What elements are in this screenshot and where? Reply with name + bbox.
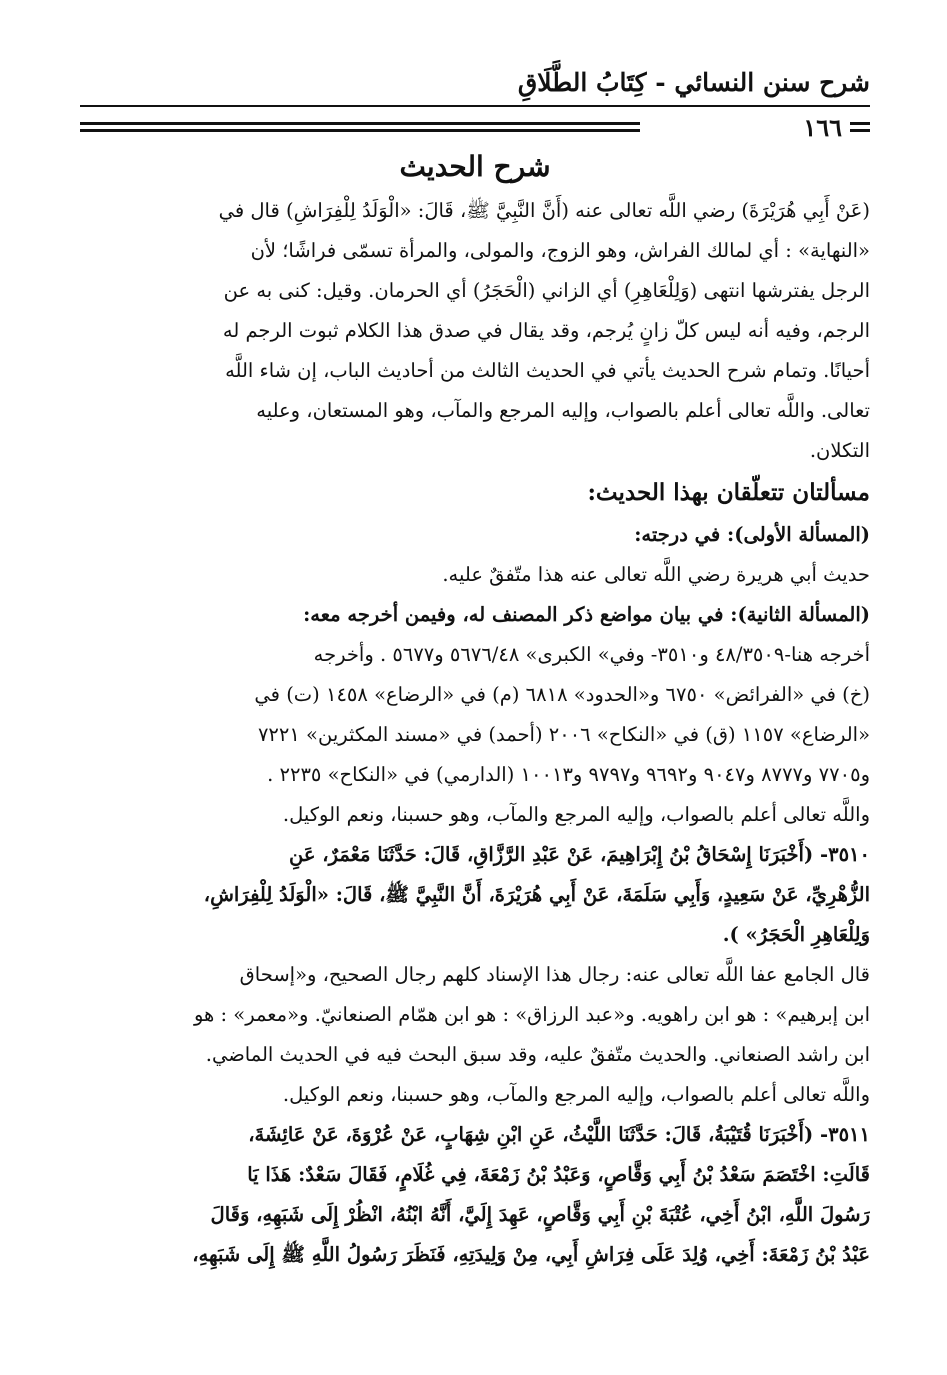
text-line: عَبْدُ بْنُ زَمْعَةَ: أَخِي، وُلِدَ عَلَى فِرَاشِ أَبِي، مِنْ وَلِيدَتِهِ، فَنَظَرَ رَسُولُ اللَّهِ ﷺ إِلَى شَبَهِهِ، [192,1243,870,1266]
text-line: أخرجه هنا-٤٨/٣٥٠٩ و٣٥١٠- وفي» الكبرى» ٥٦٧٦/٤٨ و٥٦٧٧ . وأخرجه [313,643,870,666]
text-line: الزُّهْرِيِّ، عَنْ سَعِيدٍ، وَأَبِي سَلَمَةَ، عَنْ أَبِي هُرَيْرَةَ، أَنَّ النَّبِيَّ ﷺ، قَالَ: «الْوَلَدُ لِلْفِرَاشِ، [203,883,870,906]
text-line: تعالى. واللَّه تعالى أعلم بالصواب، وإليه المرجع والمآب، وهو المستعان، وعليه [256,399,870,422]
header-rule [80,105,870,107]
header-double-rule-left-2 [80,129,640,132]
text-line: و٧٧٠٥ و٨٧٧٧ و٩٠٤٧ و٩٦٩٢ و٩٧٩٧ و١٠٠١٣ (الدارمي) في «النكاح» ٢٢٣٥ . [267,763,870,786]
compiler-note-paragraph [80,955,870,1115]
text-line: التكلان. [809,439,870,462]
text-line: ابن إبرهيم» : هو ابن راهويه. و«عبد الرزاق» : هو ابن همّام الصنعانيّ. و«معمر» : هو [193,1003,870,1026]
page-number: ١٦٦ [795,113,850,142]
text-line: ابن راشد الصنعاني. والحديث متّفقٌ عليه، وقد سبق البحث فيه في الحديث الماضي. [205,1043,870,1066]
text-line: أحيانًا. وتمام شرح الحديث يأتي في الحديث الثالث من أحاديث الباب، إن شاء اللَّه [225,359,870,382]
hadith-3511 [80,1115,870,1275]
text-line: ٣٥١٠- (أَخْبَرَنَا إِسْحَاقُ بْنُ إِبْرَاهِيمَ، عَنْ عَبْدِ الرَّزَّاقِ، قَالَ: حَدَّثَنَا مَعْمَرٌ، عَنِ [289,843,870,866]
page-header [80,58,870,142]
text-line: (عَنْ أَبِي هُرَيْرَةَ) رضي اللَّه تعالى عنه (أَنَّ النَّبِيَّ ﷺ، قَالَ: «الْوَلَدُ لِلْفِرَاشِ) قال في [218,199,870,222]
page-body [80,150,870,1275]
text-line: قال الجامع عفا اللَّه تعالى عنه: رجال هذا الإسناد كلهم رجال الصحيح، و«إسحاق [239,963,870,986]
text-line: «النهاية» : أي لمالك الفراش، وهو الزوج، والمولى، والمرأة تسمّى فراشًا؛ لأن [250,239,870,262]
text-line: الرجم، وفيه أنه ليس كلّ زانٍ يُرجم، وقد يقال في صدق هذا الكلام ثبوت الرجم له [222,319,870,342]
text-line: (المسألة الأولى): في درجته: [634,523,870,546]
text-line: (المسألة الثانية): في بيان مواضع ذكر المصنف له، وفيمن أخرجه معه: [303,603,870,626]
issues-paragraph [80,515,870,835]
text-line: الرجل يفترشها انتهى (وَلِلْعَاهِرِ) أي الزاني (الْحَجَرُ) أي الحرمان. وقيل: كنى به عن [223,279,870,302]
text-line: (خ) في «الفرائض» ٦٧٥٠ و«الحدود» ٦٨١٨ (م) في «الرضاع» ١٤٥٨ (ت) في [254,683,870,706]
text-line: قَالَتِ: اخْتَصَمَ سَعْدُ بْنُ أَبِي وَقَّاصٍ، وَعَبْدُ بْنُ زَمْعَةَ، فِي غُلَامٍ، فَقَالَ سَعْدٌ: هَذَا يَا [247,1163,870,1186]
text-line: «الرضاع» ١١٥٧ (ق) في «النكاح» ٢٠٠٦ (أحمد) في «مسند المكثرين» ٧٢٢١ [257,723,870,746]
text-line: وَلِلْعَاهِرِ الْحَجَرُ» ). [722,923,870,946]
header-double-rule-left [80,122,640,125]
running-title: شرح سنن النسائي - كِتَابُ الطَّلَاقِ [517,68,870,97]
issues-heading: مسألتان تتعلّقان بهذا الحديث: [587,479,870,506]
commentary-paragraph [80,191,870,471]
text-line: واللَّه تعالى أعلم بالصواب، وإليه المرجع والمآب، وهو حسبنا، ونعم الوكيل. [282,803,870,826]
text-line: واللَّه تعالى أعلم بالصواب، وإليه المرجع والمآب، وهو حسبنا، ونعم الوكيل. [282,1083,870,1106]
text-line: ٣٥١١- (أَخْبَرَنَا قُتَيْبَةُ، قَالَ: حَدَّثَنَا اللَّيْثُ، عَنِ ابْنِ شِهَابٍ، عَنْ عُرْوَةَ، عَنْ عَائِشَةَ، [248,1123,870,1146]
text-line: رَسُولَ اللَّهِ، ابْنُ أَخِي، عُتْبَةَ بْنِ أَبِي وَقَّاصٍ، عَهِدَ إِلَيَّ، أَنَّهُ ابْنُهُ، انْظُرْ إِلَى شَبَهِهِ، وَقَالَ [210,1203,870,1226]
hadith-3510 [80,835,870,955]
section-title: شرح الحديث [399,150,551,183]
text-line: حديث أبي هريرة رضي اللَّه تعالى عنه هذا متّفقٌ عليه. [442,563,870,586]
